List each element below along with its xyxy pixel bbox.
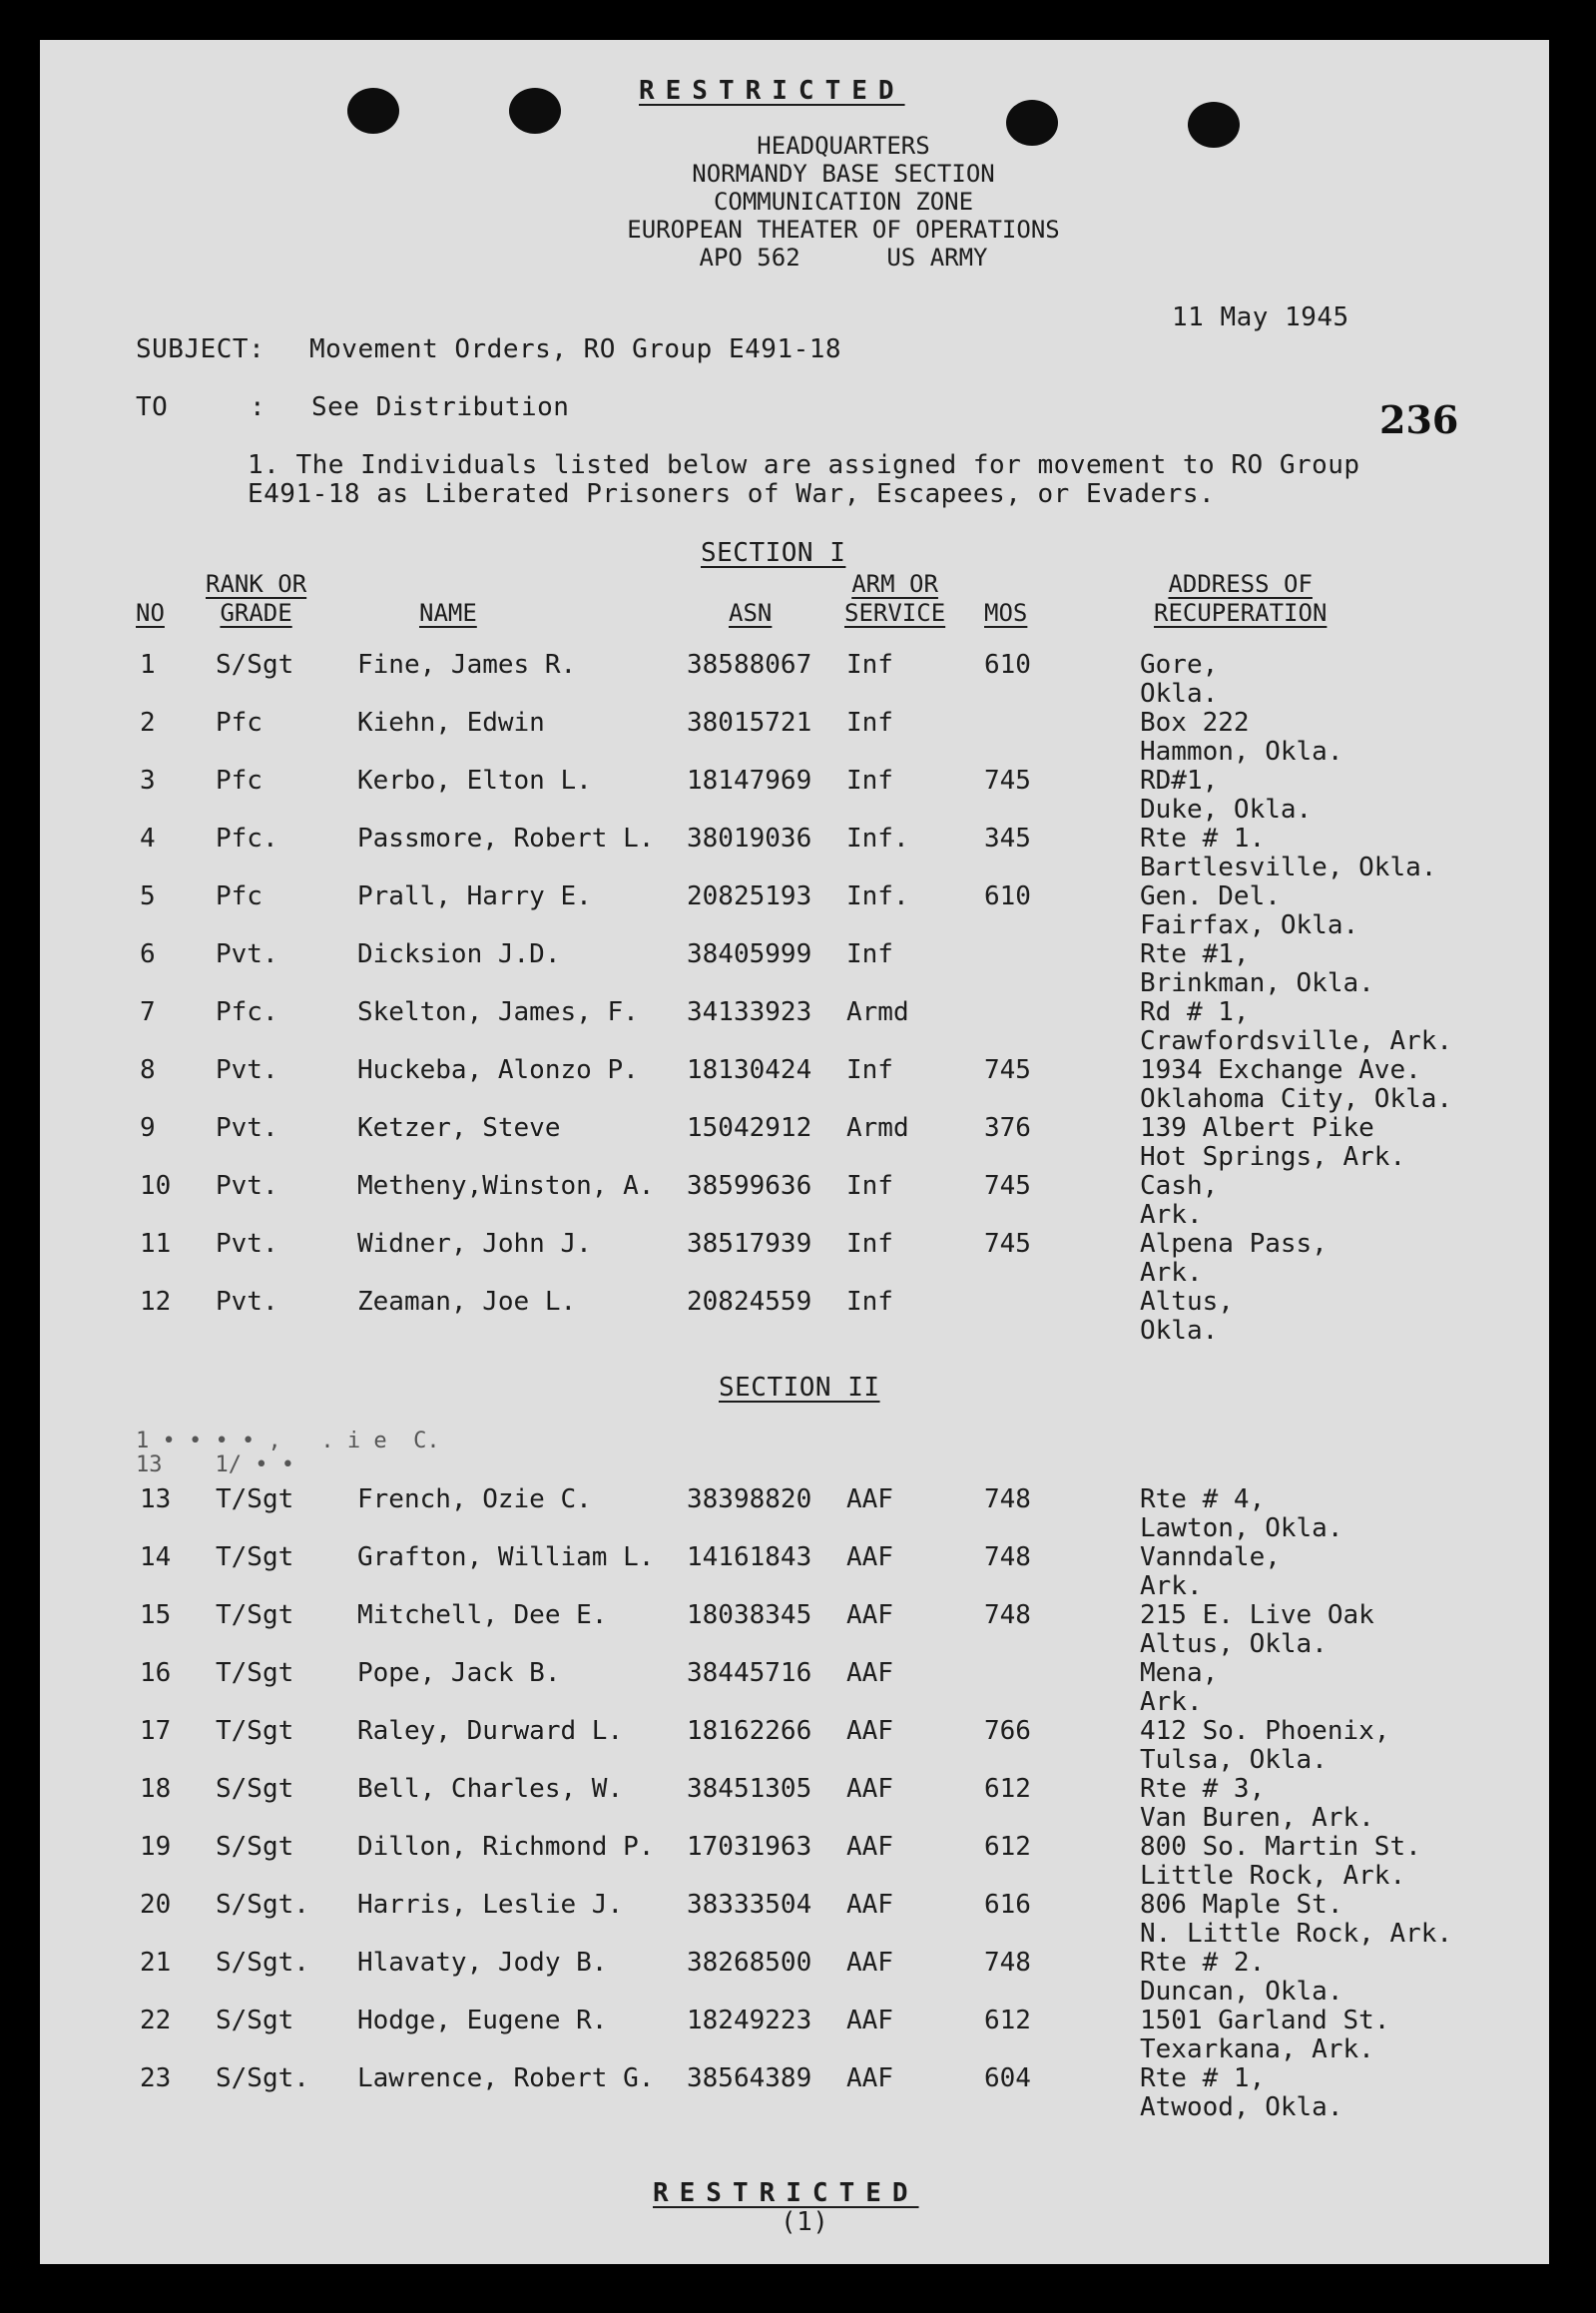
row-rank: Pfc [216, 766, 263, 796]
row-address: Alpena Pass, Ark. [1140, 1229, 1328, 1288]
row-rank: Pvt. [216, 1229, 278, 1259]
header-line: NORMANDY BASE SECTION [692, 160, 995, 188]
subject-text: Movement Orders, RO Group E491-18 [309, 334, 842, 364]
row-address: Rte # 1. Bartlesville, Okla. [1140, 824, 1437, 882]
col-header-asn: ASN [729, 599, 773, 627]
row-mos: 745 [984, 1171, 1031, 1201]
table-row [40, 1659, 1549, 1717]
table-row [40, 1601, 1549, 1659]
row-address: Rd # 1, Crawfordsville, Ark. [1140, 997, 1453, 1056]
row-arm: AAF [846, 1600, 893, 1630]
row-arm: AAF [846, 1716, 893, 1746]
row-asn: 38015721 [687, 708, 812, 738]
row-number: 18 [140, 1774, 172, 1804]
stamp-number: 236 [1379, 397, 1459, 442]
section-title: SECTION I [701, 538, 846, 568]
row-address: 800 So. Martin St. Little Rock, Ark. [1140, 1832, 1421, 1891]
row-number: 4 [140, 824, 156, 854]
row-rank: T/Sgt [216, 1542, 294, 1572]
row-name: Passmore, Robert L. [357, 824, 655, 854]
row-asn: 17031963 [687, 1832, 812, 1862]
row-mos: 745 [984, 1229, 1031, 1259]
row-name: Hlavaty, Jody B. [357, 1948, 608, 1978]
row-rank: Pvt. [216, 1287, 278, 1317]
row-number: 13 [140, 1484, 172, 1514]
to-colon: : [250, 392, 266, 422]
row-number: 6 [140, 939, 156, 969]
row-address: 215 E. Live Oak Altus, Okla. [1140, 1600, 1374, 1659]
header-line: EUROPEAN THEATER OF OPERATIONS [627, 216, 1060, 244]
row-address: 806 Maple St. N. Little Rock, Ark. [1140, 1890, 1453, 1949]
row-mos: 616 [984, 1890, 1031, 1920]
row-arm: Inf [846, 1055, 893, 1085]
row-name: Kiehn, Edwin [357, 708, 545, 738]
row-name: Fine, James R. [357, 650, 577, 680]
to-label: TO [136, 392, 169, 422]
row-number: 15 [140, 1600, 172, 1630]
row-rank: S/Sgt [216, 1774, 294, 1804]
table-row [40, 1775, 1549, 1833]
row-asn: 34133923 [687, 997, 812, 1027]
table-row [40, 709, 1549, 767]
row-mos: 604 [984, 2063, 1031, 2093]
table-row [40, 1288, 1549, 1346]
row-arm: AAF [846, 1890, 893, 1920]
row-address: 412 So. Phoenix, Tulsa, Okla. [1140, 1716, 1390, 1775]
row-name: Pope, Jack B. [357, 1658, 561, 1688]
table-row [40, 882, 1549, 940]
struck-entry: 1 • • • • , . i e C. 13 1/ • • [136, 1429, 440, 1477]
row-rank: S/Sgt. [216, 1948, 309, 1978]
row-name: Harris, Leslie J. [357, 1890, 624, 1920]
row-number: 1 [140, 650, 156, 680]
row-name: Mitchell, Dee E. [357, 1600, 608, 1630]
row-rank: Pfc. [216, 997, 278, 1027]
col-header-arm: ARM OR SERVICE [844, 570, 946, 627]
row-arm: Inf [846, 1229, 893, 1259]
row-rank: T/Sgt [216, 1484, 294, 1514]
table-row [40, 825, 1549, 882]
row-rank: Pfc [216, 881, 263, 911]
row-mos: 345 [984, 824, 1031, 854]
table-row [40, 1543, 1549, 1601]
row-rank: Pvt. [216, 1055, 278, 1085]
row-name: Lawrence, Robert G. [357, 2063, 655, 2093]
row-mos: 748 [984, 1600, 1031, 1630]
row-arm: Inf [846, 650, 893, 680]
table-row [40, 1833, 1549, 1891]
row-number: 10 [140, 1171, 172, 1201]
row-arm: AAF [846, 1484, 893, 1514]
row-asn: 38517939 [687, 1229, 812, 1259]
row-number: 11 [140, 1229, 172, 1259]
table-row [40, 1114, 1549, 1172]
row-mos: 748 [984, 1484, 1031, 1514]
row-arm: Armd [846, 997, 909, 1027]
row-mos: 745 [984, 1055, 1031, 1085]
row-number: 3 [140, 766, 156, 796]
row-mos: 745 [984, 766, 1031, 796]
row-address: Rte # 3, Van Buren, Ark. [1140, 1774, 1374, 1833]
row-asn: 38405999 [687, 939, 812, 969]
row-address: RD#1, Duke, Okla. [1140, 766, 1313, 825]
row-rank: Pfc [216, 708, 263, 738]
table-row [40, 998, 1549, 1056]
punch-hole [347, 88, 399, 134]
col-header-no: NO [136, 599, 165, 627]
header-line: HEADQUARTERS [757, 132, 930, 160]
row-asn: 18249223 [687, 2006, 812, 2035]
col-header-name: NAME [419, 599, 477, 627]
row-rank: T/Sgt [216, 1600, 294, 1630]
row-mos: 748 [984, 1948, 1031, 1978]
row-address: Box 222 Hammon, Okla. [1140, 708, 1343, 767]
row-asn: 20825193 [687, 881, 812, 911]
row-rank: Pfc. [216, 824, 278, 854]
row-asn: 18147969 [687, 766, 812, 796]
row-rank: S/Sgt. [216, 1890, 309, 1920]
table-row [40, 940, 1549, 998]
row-name: Raley, Durward L. [357, 1716, 624, 1746]
row-arm: AAF [846, 1774, 893, 1804]
punch-hole [1188, 102, 1240, 148]
row-rank: T/Sgt [216, 1658, 294, 1688]
row-arm: AAF [846, 2006, 893, 2035]
row-rank: S/Sgt [216, 2006, 294, 2035]
row-asn: 15042912 [687, 1113, 812, 1143]
row-name: Widner, John J. [357, 1229, 592, 1259]
table-row [40, 1485, 1549, 1543]
row-name: Kerbo, Elton L. [357, 766, 592, 796]
row-address: Cash, Ark. [1140, 1171, 1219, 1230]
row-rank: T/Sgt [216, 1716, 294, 1746]
row-address: Mena, Ark. [1140, 1658, 1219, 1717]
table-row [40, 1172, 1549, 1230]
row-arm: Inf. [846, 824, 909, 854]
row-address: Altus, Okla. [1140, 1287, 1234, 1346]
row-address: Gen. Del. Fairfax, Okla. [1140, 881, 1359, 940]
row-address: Rte # 2. Duncan, Okla. [1140, 1948, 1343, 2007]
row-address: Rte # 4, Lawton, Okla. [1140, 1484, 1343, 1543]
row-name: Hodge, Eugene R. [357, 2006, 608, 2035]
row-number: 7 [140, 997, 156, 1027]
row-number: 22 [140, 2006, 172, 2035]
table-row [40, 1717, 1549, 1775]
row-rank: S/Sgt [216, 650, 294, 680]
row-arm: Armd [846, 1113, 909, 1143]
table-row [40, 1056, 1549, 1114]
header-line: APO 562 US ARMY [699, 244, 988, 272]
row-asn: 38451305 [687, 1774, 812, 1804]
table-row [40, 1891, 1549, 1949]
row-address: 1501 Garland St. Texarkana, Ark. [1140, 2006, 1390, 2064]
row-mos: 610 [984, 881, 1031, 911]
paragraph-line: E491-18 as Liberated Prisoners of War, Escapees, or Evaders. [248, 479, 1216, 509]
row-asn: 38599636 [687, 1171, 812, 1201]
row-arm: AAF [846, 1658, 893, 1688]
col-header-address: ADDRESS OF RECUPERATION [1154, 570, 1328, 627]
row-arm: Inf [846, 1171, 893, 1201]
classification-bottom: RESTRICTED [653, 2178, 919, 2208]
row-arm: AAF [846, 1948, 893, 1978]
row-arm: AAF [846, 2063, 893, 2093]
col-header-mos: MOS [984, 599, 1028, 627]
row-address: 1934 Exchange Ave. Oklahoma City, Okla. [1140, 1055, 1453, 1114]
row-name: Skelton, James, F. [357, 997, 639, 1027]
row-number: 2 [140, 708, 156, 738]
row-name: Dillon, Richmond P. [357, 1832, 655, 1862]
row-rank: S/Sgt [216, 1832, 294, 1862]
row-arm: Inf [846, 939, 893, 969]
row-arm: Inf [846, 708, 893, 738]
paragraph-line: 1. The Individuals listed below are assigned for movement to RO Group [248, 450, 1360, 480]
row-mos: 748 [984, 1542, 1031, 1572]
row-number: 16 [140, 1658, 172, 1688]
row-asn: 38588067 [687, 650, 812, 680]
document-page [40, 40, 1549, 2264]
row-name: Bell, Charles, W. [357, 1774, 624, 1804]
row-address: Gore, Okla. [1140, 650, 1219, 709]
row-arm: Inf [846, 1287, 893, 1317]
subject-label: SUBJECT: [136, 334, 266, 364]
row-rank: Pvt. [216, 939, 278, 969]
header-line: COMMUNICATION ZONE [713, 188, 974, 216]
table-row [40, 2007, 1549, 2064]
table-row [40, 1949, 1549, 2007]
row-address: Rte #1, Brinkman, Okla. [1140, 939, 1374, 998]
row-mos: 376 [984, 1113, 1031, 1143]
row-asn: 18038345 [687, 1600, 812, 1630]
row-number: 23 [140, 2063, 172, 2093]
row-number: 21 [140, 1948, 172, 1978]
row-address: 139 Albert Pike Hot Springs, Ark. [1140, 1113, 1406, 1172]
row-mos: 612 [984, 1832, 1031, 1862]
row-name: Grafton, William L. [357, 1542, 655, 1572]
row-number: 12 [140, 1287, 172, 1317]
table-row [40, 1230, 1549, 1288]
row-asn: 18162266 [687, 1716, 812, 1746]
row-rank: Pvt. [216, 1171, 278, 1201]
row-rank: Pvt. [216, 1113, 278, 1143]
row-asn: 18130424 [687, 1055, 812, 1085]
classification-top: RESTRICTED [639, 76, 905, 106]
col-header-rank: RANK OR GRADE [206, 570, 307, 627]
row-number: 17 [140, 1716, 172, 1746]
row-asn: 20824559 [687, 1287, 812, 1317]
row-number: 20 [140, 1890, 172, 1920]
row-asn: 38445716 [687, 1658, 812, 1688]
row-name: Huckeba, Alonzo P. [357, 1055, 639, 1085]
row-mos: 610 [984, 650, 1031, 680]
row-number: 19 [140, 1832, 172, 1862]
row-name: Dicksion J.D. [357, 939, 561, 969]
row-number: 9 [140, 1113, 156, 1143]
row-arm: Inf. [846, 881, 909, 911]
row-number: 8 [140, 1055, 156, 1085]
section-title: SECTION II [719, 1373, 880, 1403]
punch-hole [509, 88, 561, 134]
row-asn: 38564389 [687, 2063, 812, 2093]
table-row [40, 767, 1549, 825]
table-row [40, 2064, 1549, 2122]
row-arm: AAF [846, 1542, 893, 1572]
row-mos: 766 [984, 1716, 1031, 1746]
row-name: Prall, Harry E. [357, 881, 592, 911]
table-row [40, 651, 1549, 709]
row-address: Rte # 1, Atwood, Okla. [1140, 2063, 1343, 2122]
row-name: French, Ozie C. [357, 1484, 592, 1514]
row-asn: 38019036 [687, 824, 812, 854]
row-asn: 38333504 [687, 1890, 812, 1920]
row-arm: AAF [846, 1832, 893, 1862]
row-address: Vanndale, Ark. [1140, 1542, 1281, 1601]
row-name: Metheny,Winston, A. [357, 1171, 655, 1201]
row-asn: 38398820 [687, 1484, 812, 1514]
row-name: Zeaman, Joe L. [357, 1287, 577, 1317]
row-rank: S/Sgt. [216, 2063, 309, 2093]
row-name: Ketzer, Steve [357, 1113, 561, 1143]
row-arm: Inf [846, 766, 893, 796]
row-asn: 14161843 [687, 1542, 812, 1572]
row-asn: 38268500 [687, 1948, 812, 1978]
row-number: 5 [140, 881, 156, 911]
row-number: 14 [140, 1542, 172, 1572]
document-date: 11 May 1945 [1172, 302, 1349, 332]
to-text: See Distribution [311, 392, 570, 422]
row-mos: 612 [984, 2006, 1031, 2035]
page-number: (1) [781, 2207, 829, 2237]
row-mos: 612 [984, 1774, 1031, 1804]
